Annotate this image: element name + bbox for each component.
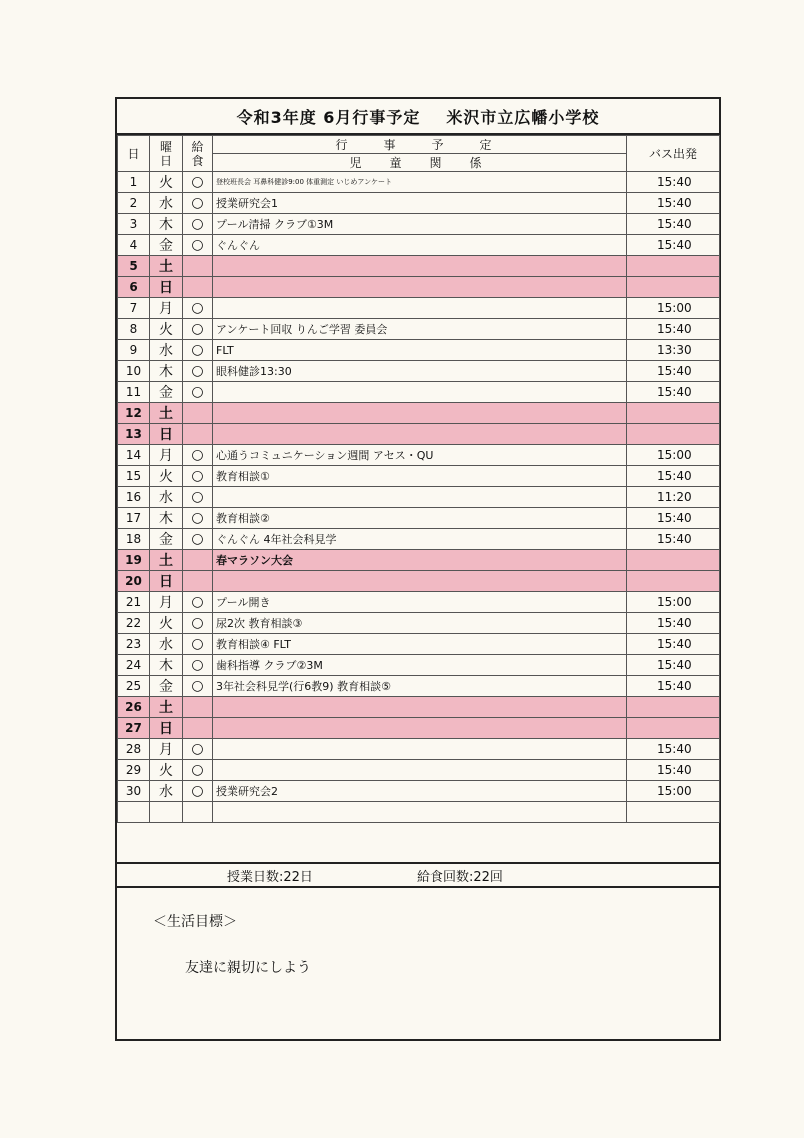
weekday-cell: 火 [150,613,183,634]
event-cell: FLT [213,340,627,361]
table-row [118,382,720,403]
event-cell: 心通うコミュニケーション週間 アセス・QU [213,445,627,466]
event-cell [213,277,627,298]
bus-time-cell: 15:40 [627,739,720,760]
lunch-cell: ○ [183,634,213,655]
event-cell: 歯科指導 クラブ②3M [213,655,627,676]
weekday-cell: 水 [150,781,183,802]
day-cell: 7 [118,298,150,319]
table-row [118,445,720,466]
bus-time-cell: 15:40 [627,655,720,676]
event-cell [213,718,627,739]
event-cell: 尿2次 教育相談③ [213,613,627,634]
bus-time-cell [627,403,720,424]
header-events: 行 事 予 定 [213,136,627,154]
lunch-cell [183,277,213,298]
weekday-cell: 月 [150,739,183,760]
lunch-cell: ○ [183,466,213,487]
bus-time-cell: 15:40 [627,193,720,214]
bus-time-cell: 15:40 [627,508,720,529]
schedule-table [117,135,720,823]
class-days: 授業日数:22日 [227,869,313,885]
weekday-cell: 水 [150,487,183,508]
table-row [118,760,720,781]
weekday-cell: 木 [150,655,183,676]
event-cell: プール開き [213,592,627,613]
day-cell: 10 [118,361,150,382]
bus-time-cell: 15:40 [627,319,720,340]
header-weekday-label: 曜日 [160,139,173,168]
lunch-days: 給食回数:22回 [417,869,503,885]
table-row [118,214,720,235]
event-cell: 3年社会科見学(行6教9) 教育相談⑤ [213,676,627,697]
bus-time-cell: 15:00 [627,781,720,802]
bus-time-cell: 13:30 [627,340,720,361]
lunch-cell: ○ [183,382,213,403]
lunch-cell: ○ [183,445,213,466]
day-cell: 9 [118,340,150,361]
table-row [118,781,720,802]
day-cell: 15 [118,466,150,487]
event-cell: 教育相談① [213,466,627,487]
day-cell: 30 [118,781,150,802]
lunch-cell: ○ [183,235,213,256]
event-cell: ぐんぐん [213,235,627,256]
lunch-cell: ○ [183,655,213,676]
table-row [118,403,720,424]
table-row [118,508,720,529]
table-row [118,172,720,193]
bus-time-cell [627,277,720,298]
table-row [118,571,720,592]
lunch-cell: ○ [183,529,213,550]
weekday-cell: 日 [150,571,183,592]
day-cell [118,802,150,823]
table-row [118,235,720,256]
event-cell [213,571,627,592]
lunch-cell [183,718,213,739]
bus-time-cell: 15:00 [627,298,720,319]
lunch-cell: ○ [183,172,213,193]
event-cell [213,802,627,823]
event-cell [213,487,627,508]
weekday-cell: 日 [150,277,183,298]
day-cell: 24 [118,655,150,676]
day-cell: 16 [118,487,150,508]
weekday-cell: 金 [150,676,183,697]
lunch-cell: ○ [183,676,213,697]
lunch-cell [183,403,213,424]
day-cell: 22 [118,613,150,634]
bus-time-cell: 15:40 [627,214,720,235]
day-cell: 14 [118,445,150,466]
table-row [118,718,720,739]
goal-text: 友達に親切にしよう [185,960,311,976]
header-lunch [183,136,213,172]
bus-time-cell: 15:40 [627,529,720,550]
header-day: 日 [118,136,150,172]
event-cell [213,424,627,445]
bus-time-cell: 11:20 [627,487,720,508]
table-row [118,592,720,613]
weekday-cell: 木 [150,361,183,382]
event-cell: プール清掃 クラブ①3M [213,214,627,235]
title-month: 令和3年度 6月行事予定 [236,107,421,127]
weekday-cell: 月 [150,592,183,613]
lunch-cell [183,571,213,592]
weekday-cell: 月 [150,445,183,466]
weekday-cell: 土 [150,403,183,424]
event-cell [213,382,627,403]
weekday-cell: 火 [150,466,183,487]
day-cell: 6 [118,277,150,298]
header-weekday [150,136,183,172]
weekday-cell: 日 [150,718,183,739]
lunch-cell [183,550,213,571]
weekday-cell: 水 [150,193,183,214]
event-cell: 授業研究会2 [213,781,627,802]
table-row [118,193,720,214]
lunch-cell: ○ [183,592,213,613]
lunch-cell: ○ [183,298,213,319]
table-row [118,466,720,487]
weekday-cell: 木 [150,214,183,235]
bus-time-cell [627,697,720,718]
goal-heading: ＜生活目標＞ [153,914,237,930]
bus-time-cell: 15:40 [627,676,720,697]
lunch-cell: ○ [183,781,213,802]
weekday-cell: 土 [150,256,183,277]
event-cell [213,298,627,319]
weekday-cell: 土 [150,550,183,571]
lunch-cell: ○ [183,760,213,781]
day-cell: 18 [118,529,150,550]
bus-time-cell: 15:00 [627,445,720,466]
day-cell: 23 [118,634,150,655]
bus-time-cell [627,571,720,592]
lunch-cell [183,424,213,445]
day-cell: 17 [118,508,150,529]
lunch-cell: ○ [183,319,213,340]
day-cell: 1 [118,172,150,193]
event-cell: 登校班長会 耳鼻科健診9:00 体重測定 いじめアンケート [213,172,627,193]
lunch-cell: ○ [183,508,213,529]
table-row [118,634,720,655]
bus-time-cell: 15:40 [627,634,720,655]
day-cell: 8 [118,319,150,340]
header-events-sub: 児 童 関 係 [213,154,627,172]
bus-time-cell: 15:40 [627,361,720,382]
header-lunch-label: 給食 [191,139,204,168]
event-cell [213,739,627,760]
table-row [118,487,720,508]
day-cell: 5 [118,256,150,277]
event-cell: 教育相談④ FLT [213,634,627,655]
weekday-cell: 火 [150,319,183,340]
event-cell [213,403,627,424]
bus-time-cell: 15:40 [627,760,720,781]
event-cell [213,256,627,277]
weekday-cell: 金 [150,382,183,403]
day-cell: 19 [118,550,150,571]
table-row [118,676,720,697]
lunch-cell: ○ [183,193,213,214]
event-cell: ぐんぐん 4年社会科見学 [213,529,627,550]
table-row [118,298,720,319]
summary-bar [117,862,719,888]
page-title [117,99,719,135]
day-cell: 2 [118,193,150,214]
event-cell: アンケート回収 りんご学習 委員会 [213,319,627,340]
table-row [118,550,720,571]
table-row [118,739,720,760]
bus-time-cell [627,256,720,277]
weekday-cell [150,802,183,823]
bus-time-cell [627,718,720,739]
event-cell: 授業研究会1 [213,193,627,214]
day-cell: 26 [118,697,150,718]
day-cell: 27 [118,718,150,739]
bus-time-cell [627,424,720,445]
day-cell: 13 [118,424,150,445]
table-row [118,697,720,718]
weekday-cell: 木 [150,508,183,529]
event-cell: 教育相談② [213,508,627,529]
event-cell: 春マラソン大会 [213,550,627,571]
table-row [118,361,720,382]
lunch-cell: ○ [183,340,213,361]
weekday-cell: 金 [150,529,183,550]
weekday-cell: 水 [150,340,183,361]
day-cell: 20 [118,571,150,592]
day-cell: 29 [118,760,150,781]
day-cell: 3 [118,214,150,235]
title-school: 米沢市立広幡小学校 [446,107,600,127]
bus-time-cell: 15:00 [627,592,720,613]
table-row [118,340,720,361]
bus-time-cell: 15:40 [627,466,720,487]
weekday-cell: 月 [150,298,183,319]
table-row [118,256,720,277]
table-row [118,613,720,634]
schedule-sheet [115,97,721,1041]
bus-time-cell: 15:40 [627,235,720,256]
event-cell [213,760,627,781]
lunch-cell: ○ [183,613,213,634]
day-cell: 28 [118,739,150,760]
day-cell: 12 [118,403,150,424]
table-row [118,424,720,445]
table-row [118,655,720,676]
header-bus: バス出発 [627,136,720,172]
table-row [118,277,720,298]
table-row [118,529,720,550]
lunch-cell [183,256,213,277]
bus-time-cell: 15:40 [627,613,720,634]
day-cell: 11 [118,382,150,403]
bus-time-cell [627,550,720,571]
event-cell: 眼科健診13:30 [213,361,627,382]
bus-time-cell: 15:40 [627,172,720,193]
weekday-cell: 日 [150,424,183,445]
weekday-cell: 土 [150,697,183,718]
table-row [118,319,720,340]
day-cell: 21 [118,592,150,613]
weekday-cell: 金 [150,235,183,256]
weekday-cell: 火 [150,760,183,781]
weekday-cell: 水 [150,634,183,655]
lunch-cell: ○ [183,487,213,508]
weekday-cell: 火 [150,172,183,193]
table-row [118,802,720,823]
lunch-cell [183,802,213,823]
lunch-cell: ○ [183,361,213,382]
lunch-cell: ○ [183,214,213,235]
event-cell [213,697,627,718]
day-cell: 25 [118,676,150,697]
bus-time-cell: 15:40 [627,382,720,403]
day-cell: 4 [118,235,150,256]
lunch-cell: ○ [183,739,213,760]
bus-time-cell [627,802,720,823]
lunch-cell [183,697,213,718]
